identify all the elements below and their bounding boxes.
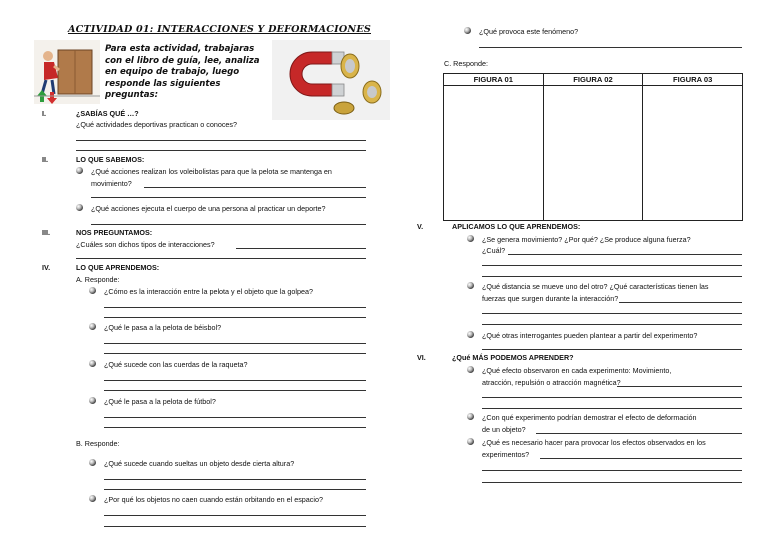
section-4-a-question-2: ¿Qué le pasa a la pelota de béisbol?	[104, 323, 222, 332]
answer-line[interactable]	[104, 317, 366, 318]
bullet-icon	[467, 366, 474, 373]
section-6-number: VI.	[417, 353, 426, 362]
answer-line[interactable]	[104, 427, 366, 428]
answer-line[interactable]	[540, 458, 742, 459]
answer-line[interactable]	[482, 324, 742, 325]
answer-line[interactable]	[482, 349, 742, 350]
figure-1-header: FIGURA 01	[444, 74, 544, 86]
section-6-question-3: ¿Qué es necesario hacer para provocar los efectos observados en los	[482, 438, 706, 447]
section-2-question-1: ¿Qué acciones realizan los voleibolistas para que la pelota se mantenga en	[91, 167, 332, 176]
section-2-heading: LO QUE SABEMOS:	[76, 155, 145, 164]
bullet-icon	[89, 459, 96, 466]
answer-line[interactable]	[104, 390, 366, 391]
section-1-heading: ¿SABÍAS QUÉ …?	[76, 109, 139, 118]
answer-line[interactable]	[617, 386, 742, 387]
answer-line[interactable]	[536, 433, 742, 434]
bullet-icon	[89, 287, 96, 294]
answer-line[interactable]	[479, 47, 742, 48]
section-4-b-label: B. Responde:	[76, 439, 120, 448]
answer-line[interactable]	[482, 482, 742, 483]
section-6-question-2-cont: de un objeto?	[482, 425, 526, 434]
section-5-question-1: ¿Se genera movimiento? ¿Por qué? ¿Se produce alguna fuerza?	[482, 235, 691, 244]
figure-2-header: FIGURA 02	[543, 74, 643, 86]
section-5-question-3: ¿Qué otras interrogantes pueden plantear a partir del experimento?	[482, 331, 698, 340]
section-5-question-2: ¿Qué distancia se mueve uno del otro? ¿Qué características tienen las	[482, 282, 709, 291]
answer-line[interactable]	[482, 276, 742, 277]
answer-line[interactable]	[76, 150, 366, 151]
section-4-b-question-1: ¿Qué sucede cuando sueltas un objeto desde cierta altura?	[104, 459, 295, 468]
bullet-icon	[76, 204, 83, 211]
bullet-icon	[467, 235, 474, 242]
section-1-number: I.	[42, 109, 46, 118]
figure-3-header: FIGURA 03	[643, 74, 743, 86]
answer-line[interactable]	[236, 248, 366, 249]
bullet-icon	[467, 331, 474, 338]
section-4-heading: LO QUE APRENDEMOS:	[76, 263, 160, 272]
answer-line[interactable]	[619, 302, 742, 303]
bullet-icon	[89, 397, 96, 404]
section-4-number: IV.	[42, 263, 51, 272]
intro-text: Para esta actividad, trabajaras con el libro de guía, lee, analiza en equipo de trabajo, luego responde las siguientes preguntas:	[105, 44, 260, 101]
answer-line[interactable]	[482, 470, 742, 471]
section-3-heading: NOS PREGUNTAMOS:	[76, 228, 153, 237]
person-pushing-box-illustration	[34, 40, 100, 104]
answer-line[interactable]	[104, 307, 366, 308]
answer-line[interactable]	[104, 489, 366, 490]
answer-line[interactable]	[104, 343, 366, 344]
answer-line[interactable]	[104, 353, 366, 354]
section-4-a-question-4: ¿Qué le pasa a la pelota de fútbol?	[104, 397, 216, 406]
bullet-icon	[89, 323, 96, 330]
answer-line[interactable]	[482, 397, 742, 398]
section-3-number: III.	[42, 228, 50, 237]
section-5-question-2-cont: fuerzas que surgen durante la interacción?	[482, 294, 619, 303]
section-6-question-1: ¿Qué efecto observaron en cada experimento: Movimiento,	[482, 366, 672, 375]
answer-line[interactable]	[104, 515, 366, 516]
section-2-question-1-cont: movimiento?	[91, 179, 132, 188]
section-4-a-label: A. Responde:	[76, 275, 120, 284]
bullet-icon	[467, 413, 474, 420]
section-5-number: V.	[417, 222, 424, 231]
answer-line[interactable]	[104, 380, 366, 381]
answer-line[interactable]	[76, 258, 366, 259]
bullet-icon	[467, 282, 474, 289]
section-c-label: C. Responde:	[444, 59, 488, 68]
figure-2-cell[interactable]	[543, 86, 643, 221]
page-title: ACTIVIDAD 01: INTERACCIONES Y DEFORMACIONES	[68, 24, 371, 35]
bullet-icon	[467, 438, 474, 445]
section-5-question-1-cont: ¿Cuál?	[482, 246, 506, 255]
section-5-heading: APLICAMOS LO QUE APRENDEMOS:	[452, 222, 581, 231]
section-1-question: ¿Qué actividades deportivas practican o conoces?	[76, 120, 238, 129]
right-top-question: ¿Qué provoca este fenómeno?	[479, 27, 579, 36]
section-6-question-1-cont: atracción, repulsión o atracción magnética?	[482, 378, 621, 387]
answer-line[interactable]	[482, 265, 742, 266]
magnet-coins-illustration	[272, 40, 390, 120]
answer-line[interactable]	[144, 187, 366, 188]
section-3-question: ¿Cuáles son dichos tipos de interacciones?	[76, 240, 215, 249]
figures-table	[443, 73, 743, 221]
answer-line[interactable]	[91, 224, 366, 225]
section-2-question-2: ¿Qué acciones ejecuta el cuerpo de una persona al practicar un deporte?	[91, 204, 326, 213]
section-6-question-3-cont: experimentos?	[482, 450, 530, 459]
answer-line[interactable]	[104, 479, 366, 480]
section-4-a-question-1: ¿Cómo es la interacción entre la pelota y el objeto que la golpea?	[104, 287, 313, 296]
answer-line[interactable]	[104, 417, 366, 418]
answer-line[interactable]	[91, 197, 366, 198]
section-4-a-question-3: ¿Qué sucede con las cuerdas de la raqueta?	[104, 360, 248, 369]
bullet-icon	[89, 360, 96, 367]
bullet-icon	[464, 27, 471, 34]
figure-1-cell[interactable]	[444, 86, 544, 221]
section-2-number: II.	[42, 155, 48, 164]
section-4-b-question-2: ¿Por qué los objetos no caen cuando están orbitando en el espacio?	[104, 495, 323, 504]
bullet-icon	[76, 167, 83, 174]
bullet-icon	[89, 495, 96, 502]
section-6-heading: ¿Qué MÁS PODEMOS APRENDER?	[452, 353, 574, 362]
section-6-question-2: ¿Con qué experimento podrían demostrar el efecto de deformación	[482, 413, 697, 422]
answer-line[interactable]	[508, 254, 742, 255]
answer-line[interactable]	[76, 140, 366, 141]
answer-line[interactable]	[482, 408, 742, 409]
figure-3-cell[interactable]	[643, 86, 743, 221]
answer-line[interactable]	[482, 313, 742, 314]
answer-line[interactable]	[104, 526, 366, 527]
